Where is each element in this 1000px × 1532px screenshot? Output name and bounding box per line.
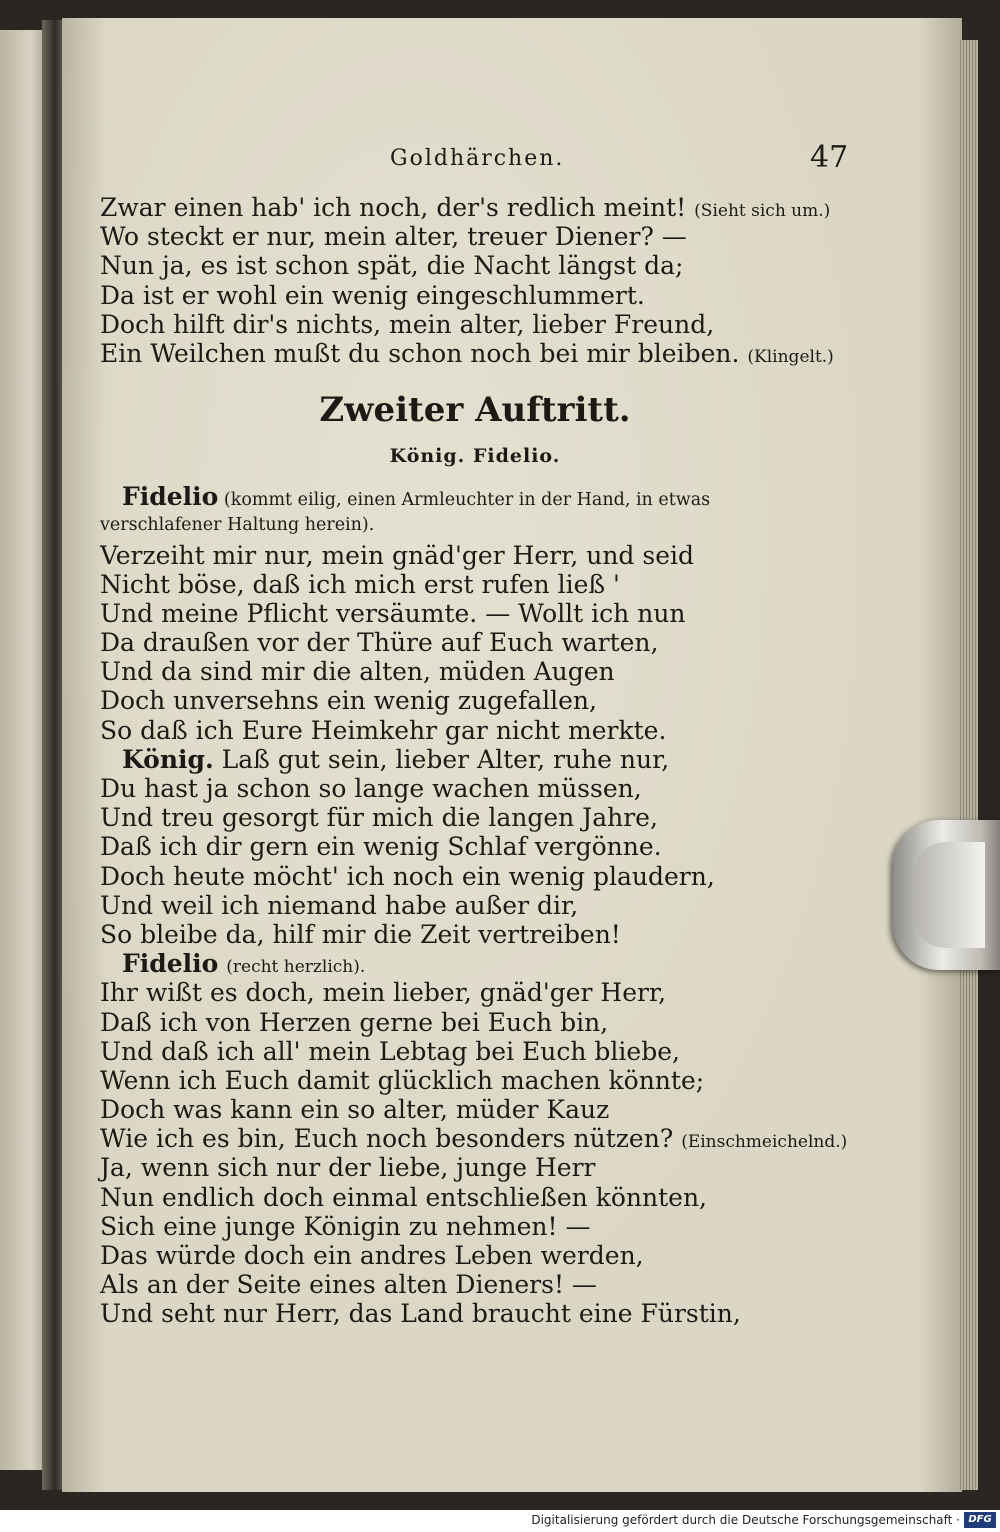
verse-text: Zwar einen hab' ich noch, der's redlich meint! [100, 193, 687, 222]
verse-line: Verzeiht mir nur, mein gnäd'ger Herr, und seid [100, 540, 695, 570]
running-title: Goldhärchen. [390, 146, 565, 171]
verse-line: Doch unversehns ein wenig zugefallen, [100, 686, 597, 716]
speaker-line [100, 949, 850, 978]
stage-direction: (recht herzlich). [226, 957, 366, 978]
verse-text: Da ist er wohl ein wenig eingeschlummert. [100, 280, 645, 310]
verse-line: Und seht nur Herr, das Land braucht eine Fürstin, [100, 1299, 741, 1329]
verse-line: Und weil ich niemand habe außer dir, [100, 890, 579, 920]
verse-line: Ja, wenn sich nur der liebe, junge Herr [100, 1153, 596, 1183]
verse-line [100, 339, 850, 368]
verse-text: Wie ich es bin, Euch noch besonders nützen? [100, 1124, 674, 1154]
verse-line [100, 281, 850, 310]
speaker-entry [100, 482, 850, 511]
funding-credit: Digitalisierung gefördert durch die Deutsche Forschungsgemeinschaft · [531, 1513, 960, 1527]
speaker-name: König. [122, 744, 214, 774]
verse-text: Doch hilft dir's nichts, mein alter, lieber Freund, [100, 309, 715, 339]
page-number: 47 [810, 140, 849, 175]
verse-line: Daß ich von Herzen gerne bei Euch bin, [100, 1007, 609, 1037]
stage-direction: (Klingelt.) [747, 346, 834, 367]
verse-text: Wo steckt er nur, mein alter, treuer Diener? — [100, 222, 687, 252]
verse-line [100, 1124, 850, 1153]
verse-line: So daß ich Eure Heimkehr gar nicht merkte. [100, 715, 667, 745]
verse-line: Du hast ja schon so lange wachen müssen, [100, 774, 642, 803]
verse-line: So bleibe da, hilf mir die Zeit vertreiben! [100, 919, 621, 949]
speaker-name: Fidelio [122, 482, 219, 512]
verse-line: Als an der Seite eines alten Dieners! — [100, 1270, 597, 1300]
scene-title: Zweiter Auftritt. [319, 390, 631, 431]
stage-direction-line: verschlafener Haltung herein). [100, 515, 375, 536]
verse-line: Das würde doch ein andres Leben werden, [100, 1241, 644, 1270]
verse-line: Und daß ich all' mein Lebtag bei Euch bliebe, [100, 1036, 680, 1066]
verse-line: Nun endlich doch einmal entschließen könnten, [100, 1182, 708, 1212]
verse-line: Doch was kann ein so alter, müder Kauz [100, 1095, 610, 1125]
verse-line [100, 310, 850, 339]
verse-line: Daß ich dir gern ein wenig Schlaf vergönne. [100, 832, 662, 862]
verse-line: Wenn ich Euch damit glücklich machen könnte; [100, 1065, 705, 1095]
verse-line: Sich eine junge Königin zu nehmen! — [100, 1211, 591, 1241]
stage-direction: (kommt eilig, einen Armleuchter in der Hand, in etwas [223, 490, 711, 511]
stage-direction: (Einschmeichelnd.) [681, 1132, 848, 1153]
verse-line: Ihr wißt es doch, mein lieber, gnäd'ger Herr, [100, 978, 667, 1008]
text-block [100, 193, 850, 1329]
verse-text: Laß gut sein, lieber Alter, ruhe nur, [221, 744, 670, 774]
stage-direction: (Sieht sich um.) [694, 201, 831, 221]
verse-line: Und treu gesorgt für mich die langen Jahre, [100, 803, 658, 833]
verse-line: Und meine Pflicht versäumte. — Wollt ich nun [100, 598, 686, 628]
speaker-line [100, 745, 850, 774]
verse-line [100, 251, 850, 280]
page-stack-edge [958, 40, 978, 1490]
verse-text: Nun ja, es ist schon spät, die Nacht längst da; [100, 251, 684, 281]
verse-line: Und da sind mir die alten, müden Augen [100, 657, 615, 687]
footer-bar [0, 1510, 1000, 1532]
verse-line [100, 222, 850, 251]
verse-text: Ein Weilchen mußt du schon noch bei mir bleiben. [100, 338, 740, 368]
verse-line: Nicht böse, daß ich mich erst rufen ließ ' [100, 569, 620, 599]
dfg-logo-icon: DFG [964, 1512, 996, 1528]
verse-line: Da draußen vor der Thüre auf Euch warten, [100, 628, 659, 658]
verse-line [100, 193, 850, 222]
scene-persons: König. Fidelio. [389, 445, 561, 468]
speaker-name: Fidelio [122, 949, 219, 979]
bookmark-clip [893, 820, 1000, 970]
verse-line: Doch heute möcht' ich noch ein wenig plaudern, [100, 861, 715, 891]
